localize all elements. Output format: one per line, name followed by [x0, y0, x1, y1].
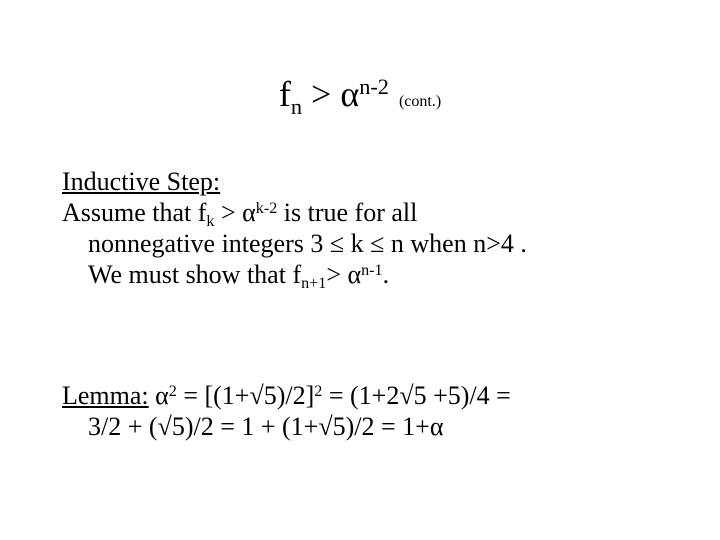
title-relation: > — [302, 74, 341, 114]
inductive-step-heading: Inductive Step: — [62, 167, 221, 196]
assumption-line: Assume that $f_k > \alpha^{k-2}$ is true for all — [62, 198, 418, 230]
lemma-line-1: Lemma: $\alpha^2 = [(1+√5)/2]^2 = (1+2√5 +5)/4$ = — [62, 381, 511, 410]
title-alpha-exponent: n-2 — [359, 73, 389, 99]
title-cont-note: (cont.) — [398, 93, 442, 110]
lemma-label: Lemma: — [62, 381, 149, 410]
title-f-subscript: n — [290, 93, 302, 119]
slide-title — [0, 72, 720, 124]
lemma-section — [62, 380, 702, 442]
goal-line: We must show that $f_{n+1}> \alpha^{n-1}$. — [88, 260, 390, 292]
inductive-step-section — [62, 166, 702, 290]
range-line: nonnegative integers 3 ≤ k ≤ n when n>4 . — [88, 229, 527, 258]
title-f: f — [278, 74, 291, 114]
lemma-line-2: 3/2 + (√5)/2 = 1 + (1+√5)/2 = 1+α — [88, 412, 444, 441]
title-alpha: α — [340, 74, 360, 114]
